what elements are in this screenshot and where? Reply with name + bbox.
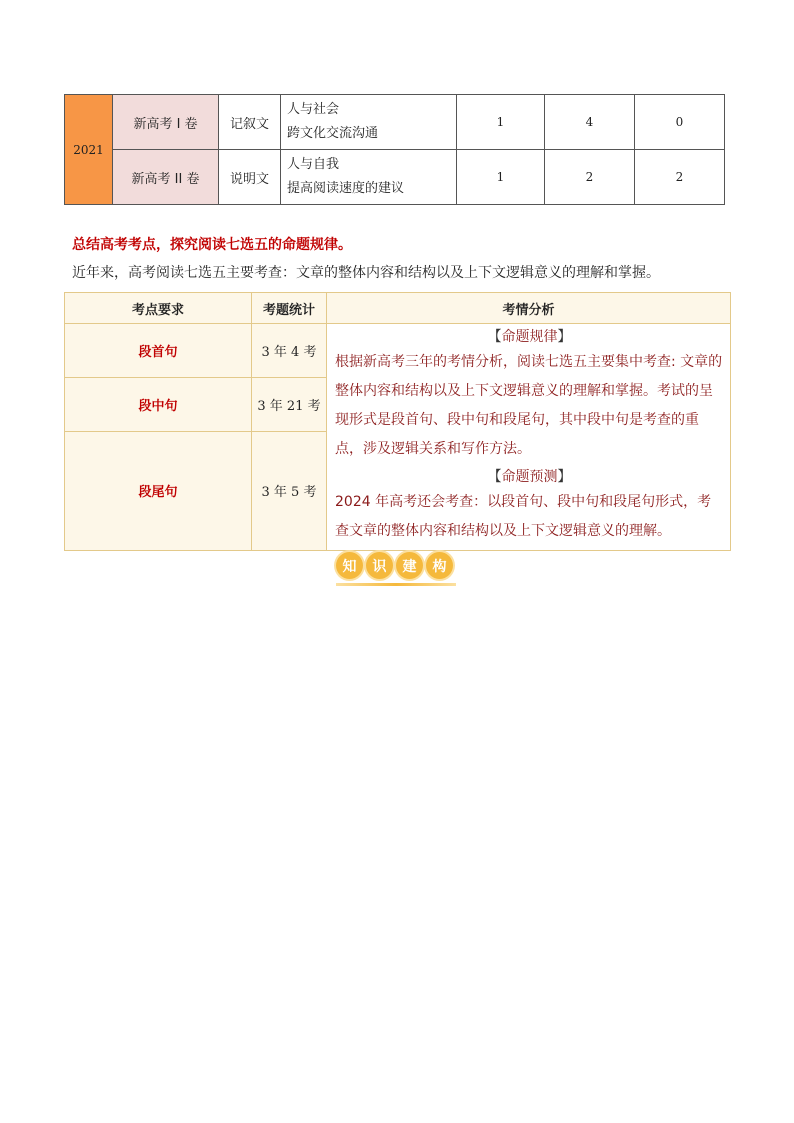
stat-cell: 3 年 4 考 (252, 324, 327, 378)
genre-cell: 说明文 (219, 150, 281, 205)
count-cell: 0 (635, 95, 725, 150)
banner-char: 构 (426, 552, 453, 579)
requirement-cell: 段中句 (65, 377, 252, 431)
paper-cell: 新高考 I 卷 (113, 95, 219, 150)
topic-theme: 人与社会 (287, 102, 340, 117)
forecast-text: 2024 年高考还会考查：以段首句、段中句和段尾句形式，考查文章的整体内容和结构以及上下文逻辑意义的理解。 (335, 494, 712, 539)
knowledge-construction-banner (336, 552, 453, 579)
banner-char: 知 (336, 552, 363, 579)
requirement-cell: 段首句 (65, 324, 252, 378)
column-header: 考情分析 (327, 293, 731, 324)
table-row (65, 95, 725, 150)
analysis-cell (327, 324, 731, 551)
banner-underline (336, 583, 456, 586)
column-header: 考题统计 (252, 293, 327, 324)
requirement-cell: 段尾句 (65, 431, 252, 550)
banner-char: 识 (366, 552, 393, 579)
column-header: 考点要求 (65, 293, 252, 324)
summary-heading: 总结高考考点，探究阅读七选五的命题规律。 (72, 237, 352, 253)
table-row (65, 150, 725, 205)
count-cell: 1 (457, 150, 545, 205)
topic-cell (281, 95, 457, 150)
topic-theme: 人与自我 (287, 157, 340, 172)
topic-detail: 跨文化交流沟通 (287, 126, 379, 141)
count-cell: 2 (635, 150, 725, 205)
exam-analysis-table (64, 292, 731, 551)
topic-detail: 提高阅读速度的建议 (287, 181, 405, 196)
paper-cell: 新高考 II 卷 (113, 150, 219, 205)
table-row (65, 324, 731, 378)
stat-cell: 3 年 21 考 (252, 377, 327, 431)
count-cell: 1 (457, 95, 545, 150)
genre-cell: 记叙文 (219, 95, 281, 150)
topic-cell (281, 150, 457, 205)
banner-char: 建 (396, 552, 423, 579)
rule-title: 【命题规律】 (487, 329, 572, 345)
forecast-title: 【命题预测】 (487, 469, 572, 485)
rule-text: 根据新高考三年的考情分析，阅读七选五主要集中考查: 文章的整体内容和结构以及上下文逻辑意义的理解和掌握。考试的呈现形式是段首句、段中句和段尾句，其中段中句是考查的重点，涉及逻辑关系和写作方法。 (335, 354, 723, 457)
stat-cell: 3 年 5 考 (252, 431, 327, 550)
year-cell: 2021 (65, 95, 113, 205)
count-cell: 2 (545, 150, 635, 205)
summary-intro: 近年来，高考阅读七选五主要考查：文章的整体内容和结构以及上下文逻辑意义的理解和掌握。 (72, 265, 660, 281)
exam-statistics-table (64, 94, 725, 205)
table-header-row (65, 293, 731, 324)
count-cell: 4 (545, 95, 635, 150)
